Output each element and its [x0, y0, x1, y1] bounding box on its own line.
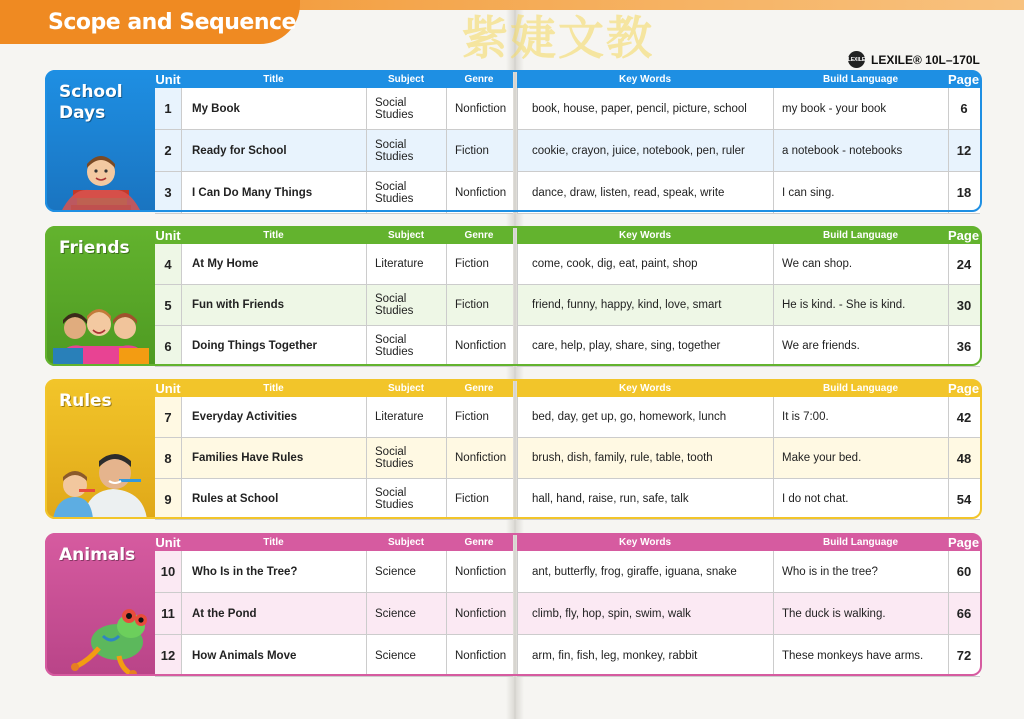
unit-genre: Fiction: [446, 285, 512, 325]
table-row: [517, 172, 980, 214]
key-words: cookie, crayon, juice, notebook, pen, ruler: [517, 130, 773, 171]
unit-subject: Science: [366, 551, 446, 592]
table-header: [155, 533, 513, 551]
table-row: [155, 593, 513, 635]
table-header: [517, 533, 980, 551]
table-row: [517, 130, 980, 172]
theme-photo: [53, 152, 149, 212]
table-row: [155, 479, 513, 520]
unit-subject: Social Studies: [366, 172, 446, 213]
unit-title: How Animals Move: [181, 635, 366, 676]
column-header-unit: Unit: [155, 380, 181, 396]
column-header-page: Page: [948, 227, 980, 243]
build-language: Who is in the tree?: [773, 551, 948, 592]
unit-genre: Nonfiction: [446, 593, 512, 634]
table-row: [517, 88, 980, 130]
column-header-unit: Unit: [155, 71, 181, 87]
unit-subject: Social Studies: [366, 285, 446, 325]
table-row: [517, 244, 980, 285]
theme-title: Rules: [59, 391, 112, 411]
build-language: He is kind. - She is kind.: [773, 285, 948, 325]
unit-title: Who Is in the Tree?: [181, 551, 366, 592]
table-row: [155, 244, 513, 285]
unit-number: 11: [155, 593, 181, 634]
table-row: [517, 438, 980, 479]
unit-title: Ready for School: [181, 130, 366, 171]
unit-title: Everyday Activities: [181, 397, 366, 437]
theme-photo: [53, 447, 149, 519]
unit-subject: Social Studies: [366, 326, 446, 366]
build-language: my book - your book: [773, 88, 948, 129]
key-words: brush, dish, family, rule, table, tooth: [517, 438, 773, 478]
section-school-days: [45, 70, 982, 212]
unit-title: Fun with Friends: [181, 285, 366, 325]
section-rules: [45, 379, 982, 519]
table-header: [517, 379, 980, 397]
unit-number: 9: [155, 479, 181, 519]
column-header-title: Title: [263, 536, 284, 548]
build-language: Make your bed.: [773, 438, 948, 478]
unit-title: Rules at School: [181, 479, 366, 519]
column-header-build-language: Build Language: [823, 229, 898, 241]
table-row: [517, 326, 980, 367]
table-row: [155, 326, 513, 367]
table-row: [155, 438, 513, 479]
key-words: book, house, paper, pencil, picture, school: [517, 88, 773, 129]
unit-number: 5: [155, 285, 181, 325]
unit-genre: Fiction: [446, 479, 512, 519]
unit-subject: Science: [366, 593, 446, 634]
table-row: [517, 479, 980, 520]
table-row: [155, 397, 513, 438]
unit-number: 4: [155, 244, 181, 284]
column-header-genre: Genre: [464, 229, 494, 241]
column-header-unit: Unit: [155, 227, 181, 243]
page-number: 30: [948, 285, 979, 325]
key-words: come, cook, dig, eat, paint, shop: [517, 244, 773, 284]
unit-genre: Nonfiction: [446, 326, 512, 366]
watermark: 紫婕文教: [462, 11, 654, 65]
build-language: a notebook - notebooks: [773, 130, 948, 171]
theme-panel: [45, 70, 157, 212]
unit-genre: Nonfiction: [446, 635, 512, 676]
page-number: 24: [948, 244, 979, 284]
page-number: 36: [948, 326, 979, 366]
column-header-title: Title: [263, 382, 284, 394]
unit-genre: Fiction: [446, 397, 512, 437]
build-language: I do not chat.: [773, 479, 948, 519]
key-words: hall, hand, raise, run, safe, talk: [517, 479, 773, 519]
lexile-logo-icon: LEXILE: [848, 51, 865, 68]
theme-panel: [45, 379, 157, 519]
theme-photo: [53, 306, 149, 366]
key-words: climb, fly, hop, spin, swim, walk: [517, 593, 773, 634]
unit-title: My Book: [181, 88, 366, 129]
unit-table-right: [517, 70, 980, 212]
table-row: [517, 593, 980, 635]
unit-number: 1: [155, 88, 181, 129]
column-header-build-language: Build Language: [823, 536, 898, 548]
unit-title: At My Home: [181, 244, 366, 284]
table-header: [155, 226, 513, 244]
page-number: 48: [948, 438, 979, 478]
table-header: [517, 70, 980, 88]
unit-number: 10: [155, 551, 181, 592]
page-number: 18: [948, 172, 979, 213]
key-words: friend, funny, happy, kind, love, smart: [517, 285, 773, 325]
page-number: 66: [948, 593, 979, 634]
unit-number: 12: [155, 635, 181, 676]
unit-title: Families Have Rules: [181, 438, 366, 478]
column-header-key-words: Key Words: [618, 73, 672, 85]
unit-genre: Nonfiction: [446, 551, 512, 592]
column-header-genre: Genre: [464, 73, 494, 85]
column-header-build-language: Build Language: [823, 382, 898, 394]
table-row: [517, 635, 980, 677]
build-language: These monkeys have arms.: [773, 635, 948, 676]
unit-title: At the Pond: [181, 593, 366, 634]
column-header-subject: Subject: [387, 229, 425, 241]
unit-number: 2: [155, 130, 181, 171]
theme-title: Friends: [59, 238, 130, 258]
column-header-title: Title: [263, 73, 284, 85]
unit-subject: Social Studies: [366, 479, 446, 519]
table-row: [517, 285, 980, 326]
column-header-unit: Unit: [155, 534, 181, 550]
unit-table-left: [155, 226, 513, 366]
table-row: [155, 88, 513, 130]
unit-subject: Science: [366, 635, 446, 676]
build-language: We can shop.: [773, 244, 948, 284]
lexile-range: LEXILE® 10L–170L: [871, 52, 980, 67]
column-header-page: Page: [948, 71, 980, 87]
theme-photo: [59, 596, 155, 676]
key-words: arm, fin, fish, leg, monkey, rabbit: [517, 635, 773, 676]
key-words: care, help, play, share, sing, together: [517, 326, 773, 366]
build-language: It is 7:00.: [773, 397, 948, 437]
key-words: dance, draw, listen, read, speak, write: [517, 172, 773, 213]
build-language: We are friends.: [773, 326, 948, 366]
theme-panel: [45, 533, 157, 676]
page-number: 6: [948, 88, 979, 129]
table-row: [155, 551, 513, 593]
lexile-level: [848, 51, 980, 68]
unit-title: I Can Do Many Things: [181, 172, 366, 213]
table-header: [155, 70, 513, 88]
column-header-subject: Subject: [387, 382, 425, 394]
unit-subject: Literature: [366, 397, 446, 437]
unit-genre: Fiction: [446, 130, 512, 171]
unit-genre: Nonfiction: [446, 172, 512, 213]
table-row: [517, 551, 980, 593]
column-header-page: Page: [948, 534, 980, 550]
column-header-subject: Subject: [387, 536, 425, 548]
unit-table-right: [517, 533, 980, 676]
unit-table-right: [517, 379, 980, 519]
unit-table-left: [155, 533, 513, 676]
unit-number: 6: [155, 326, 181, 366]
unit-genre: Nonfiction: [446, 438, 512, 478]
column-header-key-words: Key Words: [618, 536, 672, 548]
table-row: [155, 172, 513, 214]
section-animals: [45, 533, 982, 676]
column-header-title: Title: [263, 229, 284, 241]
column-header-subject: Subject: [387, 73, 425, 85]
table-row: [517, 397, 980, 438]
section-friends: [45, 226, 982, 366]
unit-number: 8: [155, 438, 181, 478]
column-header-genre: Genre: [464, 536, 494, 548]
column-header-key-words: Key Words: [618, 382, 672, 394]
page-number: 54: [948, 479, 979, 519]
build-language: The duck is walking.: [773, 593, 948, 634]
column-header-key-words: Key Words: [618, 229, 672, 241]
page-number: 60: [948, 551, 979, 592]
theme-panel: [45, 226, 157, 366]
unit-title: Doing Things Together: [181, 326, 366, 366]
unit-subject: Social Studies: [366, 88, 446, 129]
unit-table-left: [155, 379, 513, 519]
table-header: [517, 226, 980, 244]
page-number: 42: [948, 397, 979, 437]
theme-title: Animals: [59, 545, 136, 565]
page-number: 72: [948, 635, 979, 676]
table-header: [155, 379, 513, 397]
table-row: [155, 635, 513, 677]
page-number: 12: [948, 130, 979, 171]
unit-number: 7: [155, 397, 181, 437]
key-words: ant, butterfly, frog, giraffe, iguana, snake: [517, 551, 773, 592]
unit-genre: Nonfiction: [446, 88, 512, 129]
unit-subject: Social Studies: [366, 438, 446, 478]
unit-subject: Social Studies: [366, 130, 446, 171]
column-header-genre: Genre: [464, 382, 494, 394]
table-row: [155, 285, 513, 326]
theme-title: School Days: [59, 82, 123, 123]
unit-number: 3: [155, 172, 181, 213]
unit-genre: Fiction: [446, 244, 512, 284]
key-words: bed, day, get up, go, homework, lunch: [517, 397, 773, 437]
unit-subject: Literature: [366, 244, 446, 284]
page-title: Scope and Sequence: [48, 10, 296, 35]
unit-table-right: [517, 226, 980, 366]
unit-table-left: [155, 70, 513, 212]
column-header-build-language: Build Language: [823, 73, 898, 85]
column-header-page: Page: [948, 380, 980, 396]
table-row: [155, 130, 513, 172]
build-language: I can sing.: [773, 172, 948, 213]
